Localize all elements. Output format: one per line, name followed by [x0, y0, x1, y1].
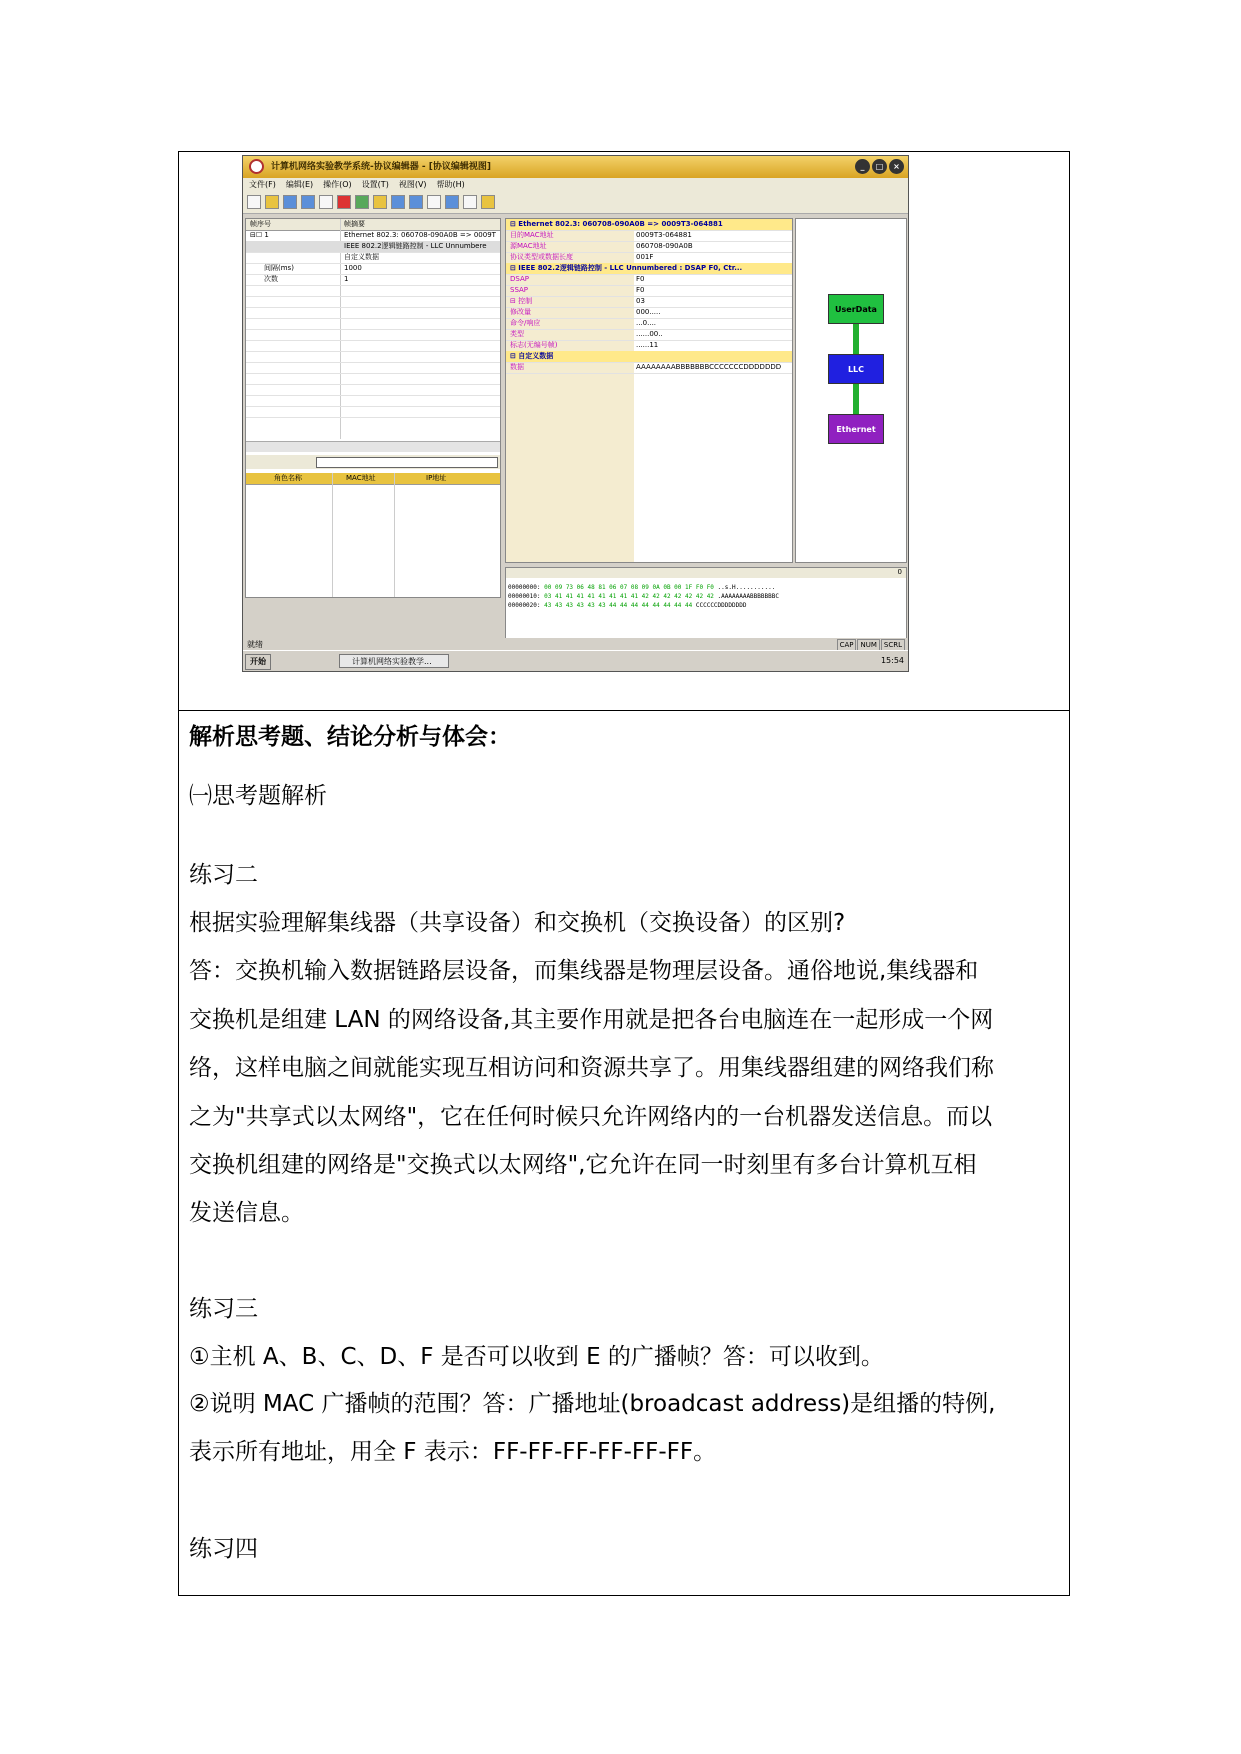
exercise-4-title: 练习四 [189, 1536, 258, 1562]
tree-label: 命令/响应 [510, 319, 541, 327]
status-text: 就绪 [247, 640, 263, 649]
table-row[interactable]: IEEE 802.2逻辑链路控制 - LLC Unnumbere [246, 241, 500, 253]
paragraph-line: 交换机是组建 LAN 的网络设备,其主要作用就是把各台电脑连在一起形成一个网 [189, 1007, 994, 1033]
tree-value: 001F [636, 253, 654, 261]
tree-label: 修改量 [510, 308, 531, 316]
hex-header: 0 [506, 568, 906, 578]
toolbar [243, 192, 908, 214]
menu-help[interactable]: 帮助(H) [436, 180, 465, 189]
tree-label: ⊟ IEEE 802.2逻辑链路控制 - LLC Unnumbered : DSAP F0, Ctr... [510, 264, 743, 272]
menu-edit[interactable]: 编辑(E) [285, 180, 314, 189]
table-row[interactable]: ⊟☐ 1 Ethernet 802.3: 060708-090A0B => 0009T [246, 230, 500, 242]
tree-label: ⊟ Ethernet 802.3: 060708-090A0B => 0009T3-064881 [510, 220, 723, 228]
scrl-indicator: SCRL [881, 639, 905, 651]
paragraph-line: 发送信息。 [189, 1200, 304, 1226]
stack-node-ethernet[interactable]: Ethernet [828, 414, 884, 444]
tree-label: DSAP [510, 275, 529, 283]
taskbar [243, 650, 908, 671]
role-toolbar [246, 455, 500, 469]
new-file-icon[interactable] [247, 195, 261, 209]
row-divider [179, 710, 1069, 711]
taskbar-clock: 15:54 [880, 656, 904, 665]
stack-node-userdata[interactable]: UserData [828, 294, 884, 324]
table-row[interactable]: 次数 1 [246, 274, 500, 286]
start-button[interactable]: 开始 [245, 654, 271, 670]
paragraph-line: 表示所有地址，用全 F 表示：FF-FF-FF-FF-FF-FF。 [189, 1439, 717, 1465]
up-arrow-icon [853, 324, 859, 354]
window-titlebar [243, 156, 908, 178]
close-icon[interactable]: × [889, 159, 904, 174]
tree-value: F0 [636, 275, 645, 283]
menu-settings[interactable]: 设置(T) [361, 180, 389, 189]
caps-indicator: CAP [837, 639, 857, 651]
num-indicator: NUM [857, 639, 879, 651]
paragraph-line: 答：交换机输入数据链路层设备，而集线器是物理层设备。通俗地说,集线器和 [189, 958, 979, 984]
col-frame-summary: 帧摘要 [344, 220, 365, 228]
menu-bar [243, 178, 908, 192]
role-table-header [246, 473, 500, 485]
network-icon[interactable] [445, 195, 459, 209]
up-arrow-icon [853, 384, 859, 414]
open-folder-icon[interactable] [265, 195, 279, 209]
tree-value: ...0.... [636, 319, 657, 327]
window-title: 计算机网络实验教学系统-协议编辑器 - [协议编辑视图] [271, 162, 491, 172]
send-icon[interactable] [391, 195, 405, 209]
tree-label: 类型 [510, 330, 524, 338]
tree-value: 0009T3-064881 [636, 231, 692, 239]
tree-value: ......00.. [636, 330, 663, 338]
role-search-input[interactable] [316, 457, 498, 468]
tree-label: 标志(无编号帧) [510, 341, 558, 349]
tree-value: 03 [636, 297, 645, 305]
paragraph-line: ②说明 MAC 广播帧的范围？答：广播地址(broadcast address)是组播的特例, [189, 1391, 996, 1417]
tree-value: AAAAAAAABBBBBBBCCCCCCCDDDDDDD [636, 363, 782, 371]
tree-label: 协议类型或数据长度 [510, 253, 573, 261]
col-frame-no: 帧序号 [250, 220, 271, 228]
paragraph-line: 络，这样电脑之间就能实现互相访问和资源共享了。用集线器组建的网络我们称 [189, 1055, 994, 1081]
paragraph-line: 交换机组建的网络是"交换式以太网络",它允许在同一时刻里有多台计算机互相 [189, 1152, 977, 1178]
paragraph-line: 之为"共享式以太网络"，它在任何时候只允许网络内的一台机器发送信息。而以 [189, 1104, 993, 1130]
tree-label: ⊟ 自定义数据 [510, 352, 554, 360]
exercise-3-title: 练习三 [189, 1296, 258, 1322]
stack-node-llc[interactable]: LLC [828, 354, 884, 384]
save-icon[interactable] [283, 195, 297, 209]
hex-line: 00000000: 00 09 73 06 48 81 06 07 08 09 0A 0B 00 1F F0 F0 ..s.H........... [508, 584, 776, 591]
tree-label: 目的MAC地址 [510, 231, 554, 239]
menu-operate[interactable]: 操作(O) [323, 180, 352, 189]
sub-heading: ㈠思考题解析 [189, 783, 327, 809]
protocol-stack-pane [795, 218, 907, 563]
table-row[interactable]: 间隔(ms) 1000 [246, 263, 500, 275]
maximize-icon[interactable]: □ [872, 159, 887, 174]
taskbar-item[interactable]: 计算机网络实验教学... [339, 654, 449, 668]
tree-label: ⊟ 控制 [510, 297, 533, 305]
copy-icon[interactable] [301, 195, 315, 209]
hex-line: 00000020: 43 43 43 43 43 43 44 44 44 44 44 44 44 44 CCCCCCDDDDDDDD [508, 602, 747, 609]
col-ip: IP地址 [426, 474, 447, 482]
col-mac: MAC地址 [346, 474, 376, 482]
hex-line: 00000010: 03 41 41 41 41 41 41 41 41 42 42 42 42 42 42 42 .AAAAAAAABBBBBBBC [508, 593, 779, 600]
table-row[interactable]: 自定义数据 [246, 252, 500, 264]
exercise-2-title: 练习二 [189, 862, 258, 888]
check-icon[interactable] [355, 195, 369, 209]
paste-icon[interactable] [319, 195, 333, 209]
section-heading: 解析思考题、结论分析与体会： [189, 724, 511, 750]
tree-row[interactable] [506, 362, 792, 374]
col-role-name: 角色名称 [274, 474, 302, 482]
clock-icon[interactable] [373, 195, 387, 209]
tree-value: 060708-090A0B [636, 242, 693, 250]
paragraph-line: ①主机 A、B、C、D、F 是否可以收到 E 的广播帧？答：可以收到。 [189, 1344, 884, 1370]
frame-list-pane [245, 218, 501, 598]
delete-icon[interactable] [337, 195, 351, 209]
horizontal-scrollbar[interactable] [246, 441, 500, 452]
app-icon [249, 159, 264, 174]
menu-view[interactable]: 视图(V) [398, 180, 427, 189]
tree-value: ......11 [636, 341, 659, 349]
protocol-tree-pane [505, 218, 793, 563]
palette-icon[interactable] [481, 195, 495, 209]
tree-label: 源MAC地址 [510, 242, 547, 250]
paragraph-line: 根据实验理解集线器（共享设备）和交换机（交换设备）的区别? [189, 910, 846, 936]
tree-value: F0 [636, 286, 645, 294]
menu-file[interactable]: 文件(F) [249, 180, 276, 189]
play-icon[interactable] [409, 195, 423, 209]
minimize-icon[interactable]: _ [855, 159, 870, 174]
search-icon[interactable] [463, 195, 477, 209]
tree-label: SSAP [510, 286, 529, 294]
hex-dump-pane [505, 567, 907, 649]
document-table [178, 151, 1070, 1596]
tree-value: 000..... [636, 308, 661, 316]
embedded-screenshot [242, 155, 909, 672]
tree-label: 数据 [510, 363, 524, 371]
stop-icon[interactable] [427, 195, 441, 209]
